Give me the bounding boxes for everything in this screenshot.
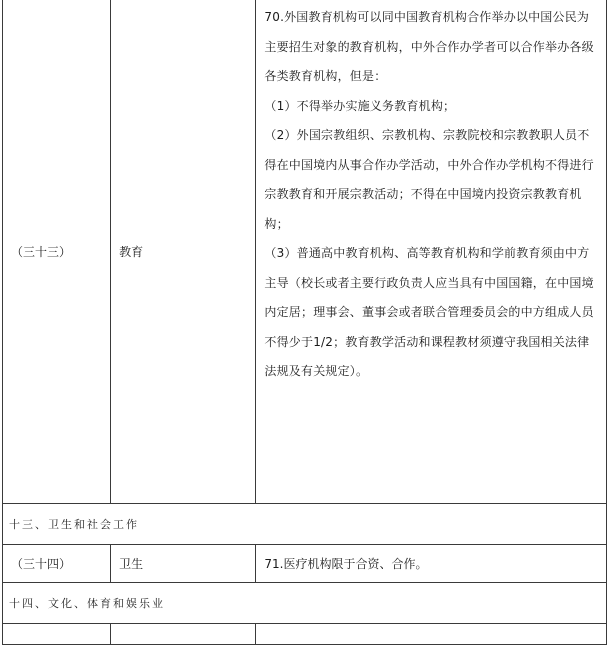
regulation-table bbox=[2, 0, 607, 645]
table-row bbox=[3, 545, 607, 583]
table-cell bbox=[256, 624, 607, 645]
item-content: 71.医疗机构限于合资、合作。 bbox=[256, 545, 607, 583]
table-cell bbox=[111, 624, 256, 645]
content-paragraph: 70.外国教育机构可以同中国教育机构合作举办以中国公民为主要招生对象的教育机构，中外合作办学者可以合作举办各级各类教育机构，但是： bbox=[264, 10, 594, 83]
section-heading: 十四、文化、体育和娱乐业 bbox=[3, 583, 607, 624]
section-row bbox=[3, 583, 607, 624]
item-category: 卫生 bbox=[111, 545, 256, 583]
item-content bbox=[256, 0, 607, 504]
content-paragraph: （1）不得举办实施义务教育机构； bbox=[264, 98, 456, 113]
item-number: （三十四） bbox=[3, 545, 111, 583]
item-category: 教育 bbox=[111, 0, 256, 504]
table-cell bbox=[3, 624, 111, 645]
content-paragraph: （2）外国宗教组织、宗教机构、宗教院校和宗教教职人员不得在中国境内从事合作办学活动，中外合作办学机构不得进行宗教教育和开展宗教活动；不得在中国境内投资宗教教育机构； bbox=[264, 128, 594, 231]
table-row bbox=[3, 624, 607, 645]
section-row bbox=[3, 504, 607, 545]
table-row bbox=[3, 0, 607, 504]
item-number: （三十三） bbox=[3, 0, 111, 504]
section-heading: 十三、卫生和社会工作 bbox=[3, 504, 607, 545]
content-paragraph: （3）普通高中教育机构、高等教育机构和学前教育须由中方主导（校长或者主要行政负责人应当具有中国国籍，在中国境内定居；理事会、董事会或者联合管理委员会的中方组成人员不得少于1/2；教育教学活动和课程教材须遵守我国相关法律法规及有关规定）。 bbox=[264, 246, 594, 378]
